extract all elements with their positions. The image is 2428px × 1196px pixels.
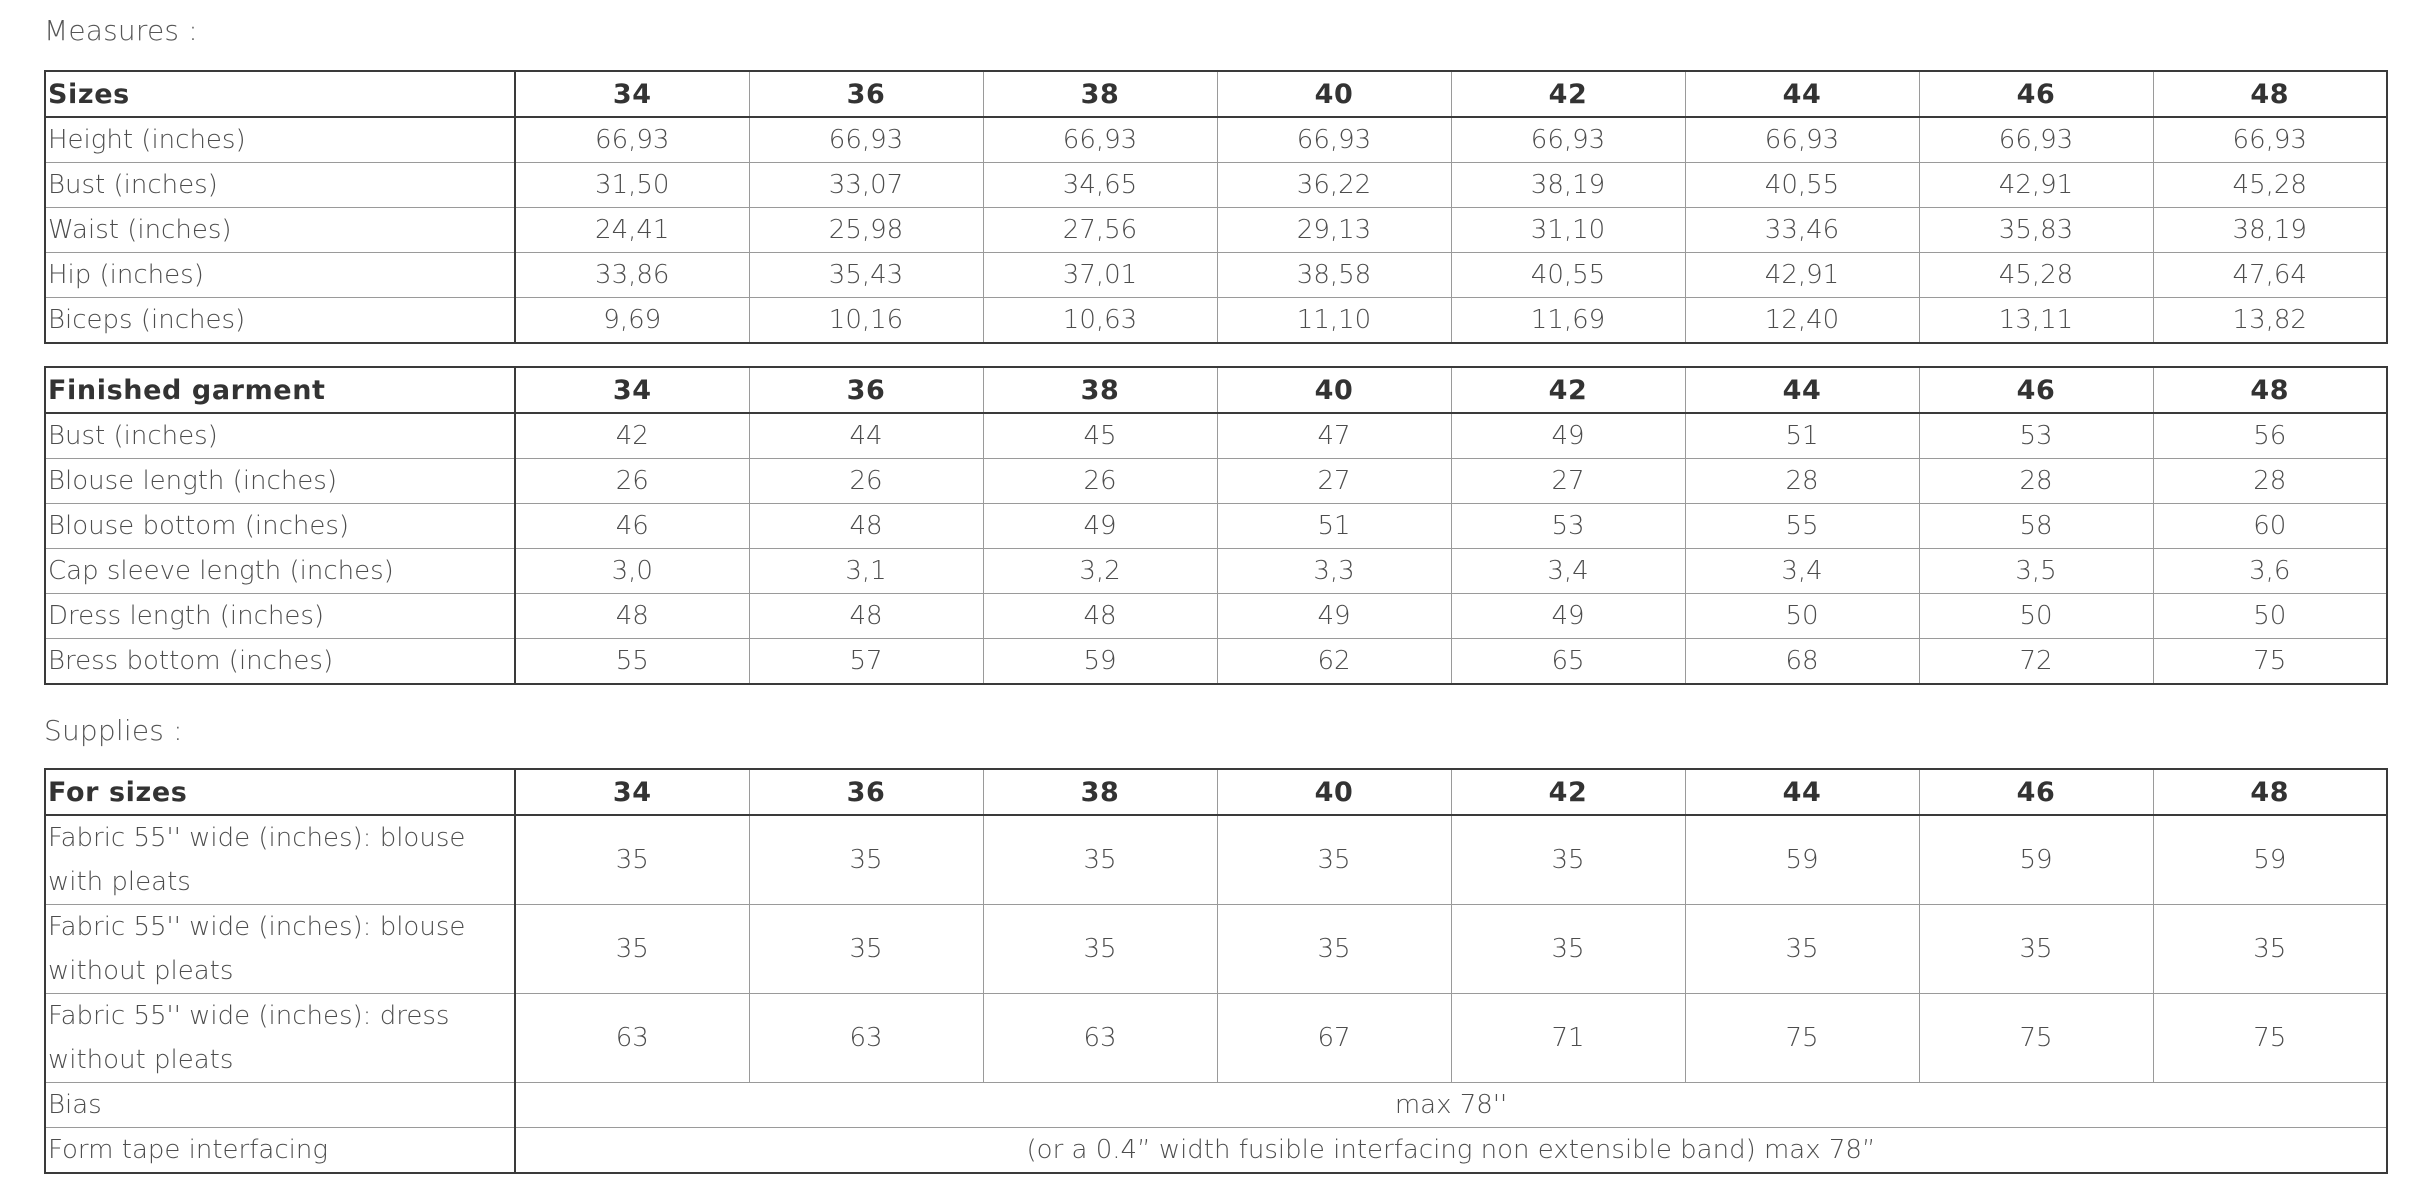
value-cell: 72 <box>1919 639 2153 685</box>
value-cell: 3,2 <box>983 549 1217 594</box>
size-header-cell: 42 <box>1451 71 1685 117</box>
value-cell: 48 <box>983 594 1217 639</box>
value-cell: 45 <box>983 413 1217 459</box>
value-cell: 33,07 <box>749 163 983 208</box>
size-header-cell: 48 <box>2153 71 2387 117</box>
value-cell: 3,6 <box>2153 549 2387 594</box>
size-header-cell: 36 <box>749 769 983 815</box>
value-cell: 33,86 <box>515 253 749 298</box>
measures-section-label: Measures : <box>44 14 198 47</box>
value-cell: 13,11 <box>1919 298 2153 344</box>
value-cell: 49 <box>983 504 1217 549</box>
value-cell: 66,93 <box>1217 117 1451 163</box>
value-cell: 31,50 <box>515 163 749 208</box>
row-label-cell: Dress length (inches) <box>45 594 515 639</box>
value-cell: 26 <box>749 459 983 504</box>
table-row <box>45 594 2387 639</box>
value-cell: 3,3 <box>1217 549 1451 594</box>
value-cell: 48 <box>749 594 983 639</box>
value-cell: 35 <box>1451 815 1685 905</box>
value-cell: 26 <box>983 459 1217 504</box>
value-cell: 46 <box>515 504 749 549</box>
table-row <box>45 208 2387 253</box>
value-cell: 42 <box>515 413 749 459</box>
measures-table <box>44 70 2388 344</box>
table-row <box>45 253 2387 298</box>
value-cell: 35 <box>1451 905 1685 994</box>
value-cell: 29,13 <box>1217 208 1451 253</box>
value-cell: 27 <box>1451 459 1685 504</box>
size-header-cell: 38 <box>983 769 1217 815</box>
row-label-cell: Fabric 55'' wide (inches): blouse with pleats <box>45 815 515 905</box>
size-header-cell: 46 <box>1919 71 2153 117</box>
header-label-cell: Finished garment <box>45 367 515 413</box>
size-header-cell: 38 <box>983 367 1217 413</box>
value-cell: 38,58 <box>1217 253 1451 298</box>
supplies-table <box>44 768 2388 1174</box>
value-cell: 35 <box>515 905 749 994</box>
value-cell: 45,28 <box>1919 253 2153 298</box>
row-label-cell: Bust (inches) <box>45 413 515 459</box>
value-cell: 25,98 <box>749 208 983 253</box>
value-cell: 11,69 <box>1451 298 1685 344</box>
table-row <box>45 1083 2387 1128</box>
value-cell: 10,16 <box>749 298 983 344</box>
size-header-cell: 34 <box>515 367 749 413</box>
value-cell: 53 <box>1919 413 2153 459</box>
row-label-cell: Form tape interfacing <box>45 1128 515 1174</box>
value-cell: 35 <box>983 815 1217 905</box>
value-cell: 40,55 <box>1451 253 1685 298</box>
size-header-cell: 34 <box>515 769 749 815</box>
value-cell: 67 <box>1217 994 1451 1083</box>
value-cell: 63 <box>983 994 1217 1083</box>
row-label-cell: Fabric 55'' wide (inches): blouse without pleats <box>45 905 515 994</box>
value-cell: 28 <box>2153 459 2387 504</box>
value-cell: 66,93 <box>515 117 749 163</box>
size-header-cell: 44 <box>1685 71 1919 117</box>
value-cell: 45,28 <box>2153 163 2387 208</box>
value-cell: 35 <box>749 815 983 905</box>
value-cell: 35 <box>2153 905 2387 994</box>
value-cell: 49 <box>1451 594 1685 639</box>
value-cell: 36,22 <box>1217 163 1451 208</box>
finished-garment-table <box>44 366 2388 685</box>
value-cell: 35 <box>1919 905 2153 994</box>
value-cell: 9,69 <box>515 298 749 344</box>
value-cell: 33,46 <box>1685 208 1919 253</box>
row-label-cell: Blouse length (inches) <box>45 459 515 504</box>
value-cell: 66,93 <box>2153 117 2387 163</box>
value-cell: 71 <box>1451 994 1685 1083</box>
value-cell: 42,91 <box>1919 163 2153 208</box>
value-cell: 57 <box>749 639 983 685</box>
size-header-cell: 36 <box>749 367 983 413</box>
value-cell: 56 <box>2153 413 2387 459</box>
size-header-cell: 40 <box>1217 769 1451 815</box>
size-header-cell: 48 <box>2153 367 2387 413</box>
value-cell: 44 <box>749 413 983 459</box>
size-header-cell: 48 <box>2153 769 2387 815</box>
value-cell: 53 <box>1451 504 1685 549</box>
header-label-cell: For sizes <box>45 769 515 815</box>
value-cell: 28 <box>1919 459 2153 504</box>
value-cell: 11,10 <box>1217 298 1451 344</box>
value-cell: 28 <box>1685 459 1919 504</box>
value-cell: 35 <box>983 905 1217 994</box>
value-cell: 75 <box>2153 994 2387 1083</box>
value-cell: 13,82 <box>2153 298 2387 344</box>
row-label-cell: Blouse bottom (inches) <box>45 504 515 549</box>
value-cell: 60 <box>2153 504 2387 549</box>
table-row <box>45 163 2387 208</box>
row-label-cell: Bress bottom (inches) <box>45 639 515 685</box>
table-row <box>45 815 2387 905</box>
value-cell: 35 <box>515 815 749 905</box>
value-cell: 27,56 <box>983 208 1217 253</box>
size-header-cell: 46 <box>1919 769 2153 815</box>
value-cell: 31,10 <box>1451 208 1685 253</box>
value-cell: 59 <box>1919 815 2153 905</box>
value-cell: 3,4 <box>1685 549 1919 594</box>
size-header-cell: 46 <box>1919 367 2153 413</box>
value-cell: 59 <box>983 639 1217 685</box>
value-cell: 51 <box>1217 504 1451 549</box>
value-cell: 35 <box>1217 905 1451 994</box>
value-cell: 3,5 <box>1919 549 2153 594</box>
value-cell: 65 <box>1451 639 1685 685</box>
value-cell: 35 <box>1217 815 1451 905</box>
value-cell: 49 <box>1217 594 1451 639</box>
row-label-cell: Hip (inches) <box>45 253 515 298</box>
value-cell: 3,0 <box>515 549 749 594</box>
table-row <box>45 639 2387 685</box>
value-cell: 49 <box>1451 413 1685 459</box>
size-header-cell: 40 <box>1217 71 1451 117</box>
value-cell: 50 <box>1685 594 1919 639</box>
value-cell: 51 <box>1685 413 1919 459</box>
value-cell: 27 <box>1217 459 1451 504</box>
size-header-cell: 44 <box>1685 769 1919 815</box>
value-cell: 47,64 <box>2153 253 2387 298</box>
value-cell: 35 <box>749 905 983 994</box>
value-cell: 10,63 <box>983 298 1217 344</box>
value-cell: 48 <box>749 504 983 549</box>
value-cell: 3,1 <box>749 549 983 594</box>
table-row <box>45 549 2387 594</box>
row-label-cell: Fabric 55'' wide (inches): dress without pleats <box>45 994 515 1083</box>
value-cell: 66,93 <box>749 117 983 163</box>
value-cell: 47 <box>1217 413 1451 459</box>
value-cell: 24,41 <box>515 208 749 253</box>
table-row <box>45 994 2387 1083</box>
size-header-cell: 38 <box>983 71 1217 117</box>
header-row <box>45 71 2387 117</box>
value-cell: 48 <box>515 594 749 639</box>
size-header-cell: 44 <box>1685 367 1919 413</box>
value-cell: 38,19 <box>1451 163 1685 208</box>
table-row <box>45 1128 2387 1174</box>
value-cell: 42,91 <box>1685 253 1919 298</box>
table-row <box>45 504 2387 549</box>
header-row <box>45 769 2387 815</box>
row-label-cell: Waist (inches) <box>45 208 515 253</box>
value-cell: 50 <box>1919 594 2153 639</box>
size-header-cell: 42 <box>1451 769 1685 815</box>
size-header-cell: 36 <box>749 71 983 117</box>
value-cell: 75 <box>1919 994 2153 1083</box>
size-header-cell: 34 <box>515 71 749 117</box>
value-cell: 66,93 <box>1919 117 2153 163</box>
row-label-cell: Bust (inches) <box>45 163 515 208</box>
row-label-cell: Biceps (inches) <box>45 298 515 344</box>
size-header-cell: 42 <box>1451 367 1685 413</box>
value-cell: 38,19 <box>2153 208 2387 253</box>
supplies-section-label: Supplies : <box>44 714 183 747</box>
value-cell: 3,4 <box>1451 549 1685 594</box>
size-header-cell: 40 <box>1217 367 1451 413</box>
value-cell: 55 <box>515 639 749 685</box>
value-cell: 68 <box>1685 639 1919 685</box>
header-label-cell: Sizes <box>45 71 515 117</box>
row-label-cell: Height (inches) <box>45 117 515 163</box>
row-label-cell: Bias <box>45 1083 515 1128</box>
value-cell: 62 <box>1217 639 1451 685</box>
value-cell: 66,93 <box>1685 117 1919 163</box>
value-cell: 75 <box>2153 639 2387 685</box>
header-row <box>45 367 2387 413</box>
value-cell: 35,83 <box>1919 208 2153 253</box>
value-cell: 63 <box>749 994 983 1083</box>
value-cell: 59 <box>1685 815 1919 905</box>
table-row <box>45 298 2387 344</box>
value-cell: 35 <box>1685 905 1919 994</box>
value-cell: 58 <box>1919 504 2153 549</box>
spanned-value-cell: max 78'' <box>515 1083 2387 1128</box>
table-row <box>45 459 2387 504</box>
table-row <box>45 413 2387 459</box>
value-cell: 75 <box>1685 994 1919 1083</box>
table-row <box>45 117 2387 163</box>
value-cell: 63 <box>515 994 749 1083</box>
value-cell: 34,65 <box>983 163 1217 208</box>
spanned-value-cell: (or a 0.4” width fusible interfacing non extensible band) max 78” <box>515 1128 2387 1174</box>
value-cell: 35,43 <box>749 253 983 298</box>
value-cell: 50 <box>2153 594 2387 639</box>
value-cell: 37,01 <box>983 253 1217 298</box>
value-cell: 59 <box>2153 815 2387 905</box>
value-cell: 12,40 <box>1685 298 1919 344</box>
value-cell: 66,93 <box>1451 117 1685 163</box>
table-row <box>45 905 2387 994</box>
value-cell: 26 <box>515 459 749 504</box>
value-cell: 55 <box>1685 504 1919 549</box>
row-label-cell: Cap sleeve length (inches) <box>45 549 515 594</box>
value-cell: 66,93 <box>983 117 1217 163</box>
value-cell: 40,55 <box>1685 163 1919 208</box>
